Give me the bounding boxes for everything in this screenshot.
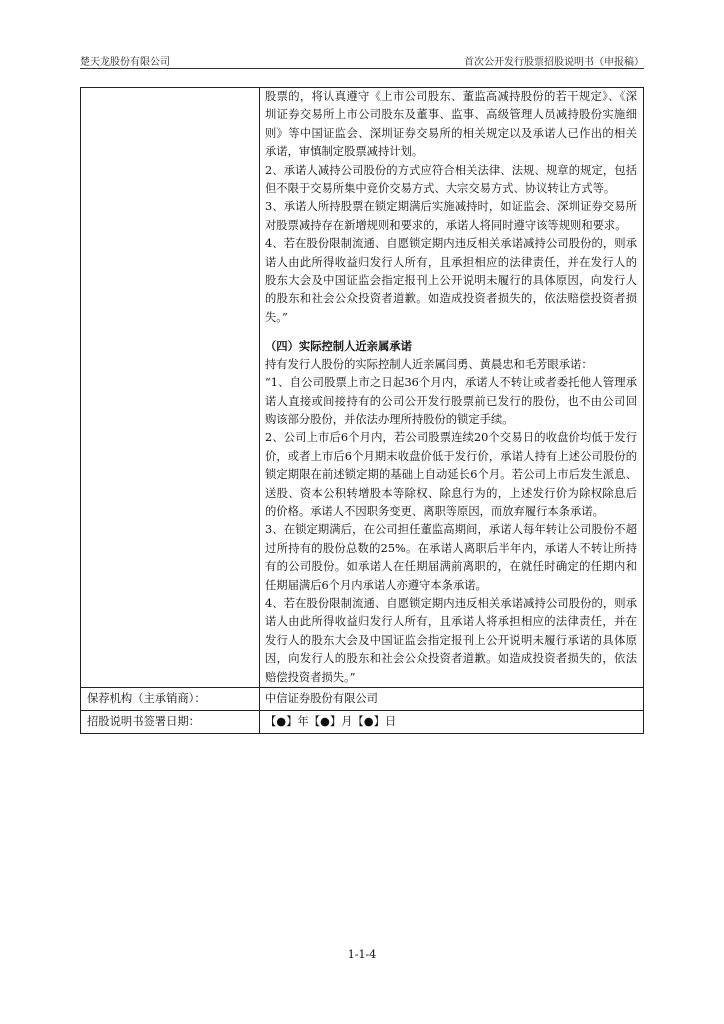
empty-label-cell [81,88,260,688]
commitment-paragraph: 股票的，将认真遵守《上市公司股东、董监高减持股份的若干规定》、《深圳证券交易所上市公司股东及董事、监事、高级管理人员减持股份实施细则》等中国证监会、深圳证券交易所的相关规定以及承诺人已作出的相关承诺，审慎制定股票减持计划。 [265,90,637,159]
company-name: 楚天龙股份有限公司 [80,57,170,68]
commitment-cell [260,88,644,688]
page-header [80,50,644,70]
date-value: 【●】年【●】月【●】日 [260,711,644,734]
commitment-intro: 持有发行人股份的实际控制人近亲属闫勇、黄晨忠和毛芳眼承诺： [265,357,593,371]
commitment-paragraph: 2、承诺人减持公司股份的方式应符合相关法律、法规、规章的规定，包括但不限于交易所集中竞价交易方式、大宗交易方式、协议转让方式等。 [265,163,637,196]
commitment-item: 3、在锁定期满后，在公司担任董监高期间，承诺人每年转让公司股份不超过所持有的股份总数的25%。在承诺人离职后半年内，承诺人不转让所持有的公司股份。如承诺人在任期届满前离职的，在就任时确定的任期内和任期届满后6个月内承诺人亦遵守本条承诺。 [265,523,637,592]
table-row [81,688,644,711]
table-row [81,88,644,688]
spacer [265,327,637,337]
table-row [81,711,644,734]
commitment-item: 4、若在股份限制流通、自愿锁定期内违反相关承诺减持公司股份的，则承诺人由此所得收益归发行人所有，且承诺人将承担相应的法律责任，并在发行人的股东大会及中国证监会指定报刊上公开说明未履行承诺的具体原因，向发行人的股东和社会公众投资者道歉。如造成投资者损失的，依法赔偿投资者损失。” [265,596,637,684]
commitment-item: 2、公司上市后6个月内，若公司股票连续20个交易日的收盘价均低于发行价，或者上市后6个月期末收盘价低于发行价，承诺人持有上述公司股份的锁定期限在前述锁定期的基础上自动延长6个月。若公司上市后发生派息、送股、资本公积转增股本等除权、除息行为的，上述发行价为除权除息后的价格。承诺人不因职务变更、离职等原因，而放弃履行本条承诺。 [265,431,637,518]
page-number: 1-1-4 [347,948,377,961]
prospectus-table [80,87,644,734]
sponsor-value: 中信证券股份有限公司 [260,688,644,711]
header-divider [80,68,644,69]
document-title: 首次公开发行股票招股说明书（申报稿） [464,57,644,68]
commitment-paragraph: 3、承诺人所持股票在锁定期满后实施减持时，如证监会、深圳证券交易所对股票减持存在新增规则和要求的，承诺人将同时遵守该等规则和要求。 [265,200,637,232]
date-label: 招股说明书签署日期： [81,711,260,734]
section-title: （四）实际控制人近亲属承诺 [265,339,412,354]
commitment-paragraph: 4、若在股份限制流通、自愿锁定期内违反相关承诺减持公司股份的，则承诺人由此所得收益归发行人所有，且承担相应的法律责任，并在发行人的股东大会及中国证监会指定报刊上公开说明未履行的具体原因，向发行人的股东和社会公众投资者道歉。如造成投资者损失的，依法赔偿投资者损失。” [265,237,637,324]
commitment-item: “1、自公司股票上市之日起36个月内，承诺人不转让或者委托他人管理承诺人直接或间接持有的公司公开发行股票前已发行的股份，也不由公司回购该部分股份，并依法办理所持股份的锁定手续。 [265,376,637,426]
sponsor-label: 保荐机构（主承销商）： [81,688,260,711]
